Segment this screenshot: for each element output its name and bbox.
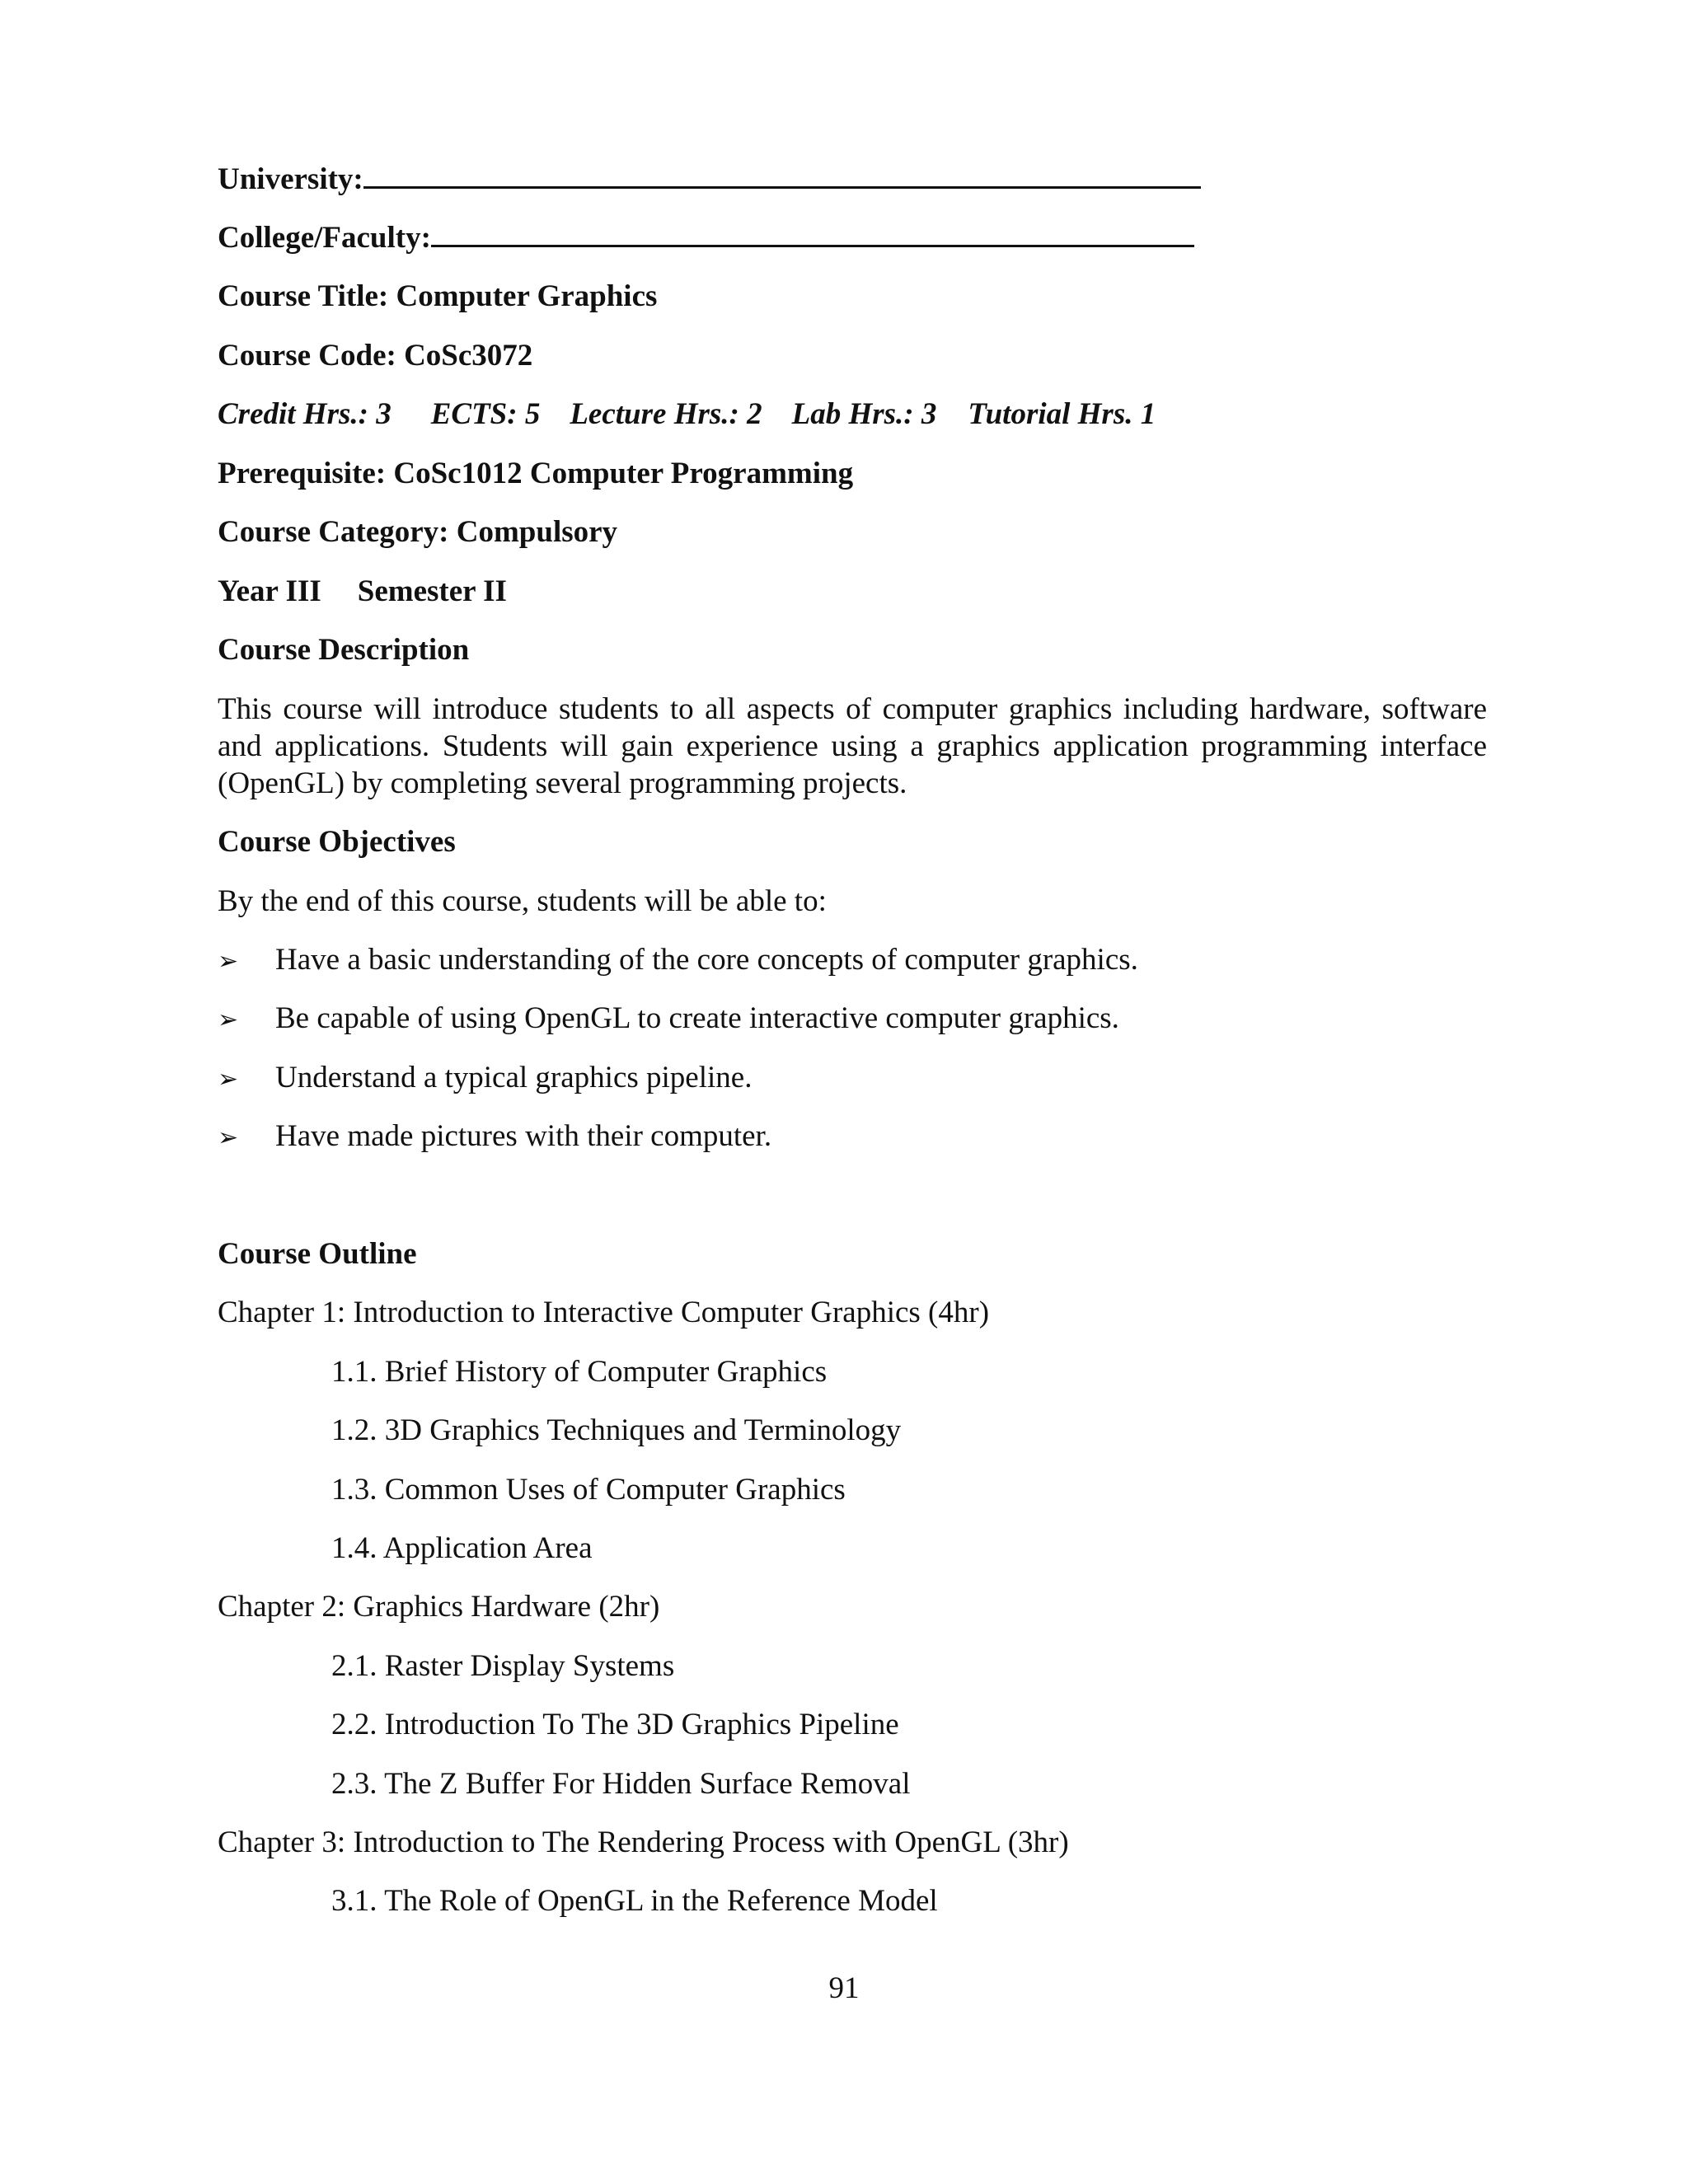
arrow-bullet-icon: ➢ [218, 1005, 239, 1034]
tutorial-hrs: Tutorial Hrs. 1 [968, 397, 1156, 431]
page-number: 91 [828, 1971, 860, 2005]
section-item: 1.3. Common Uses of Computer Graphics [331, 1473, 846, 1507]
description-text: This course will introduce students to all aspects of computer graphics including hardware, software and applications. Students will gain experience using a graphics application programming interface (OpenGL) by completing several programming projects. [218, 692, 1487, 800]
university-blank-line [363, 162, 1201, 189]
credit-hours-row [218, 396, 1156, 433]
section-item: 1.4. Application Area [331, 1531, 593, 1565]
prerequisite: Prerequisite: CoSc1012 Computer Programming [218, 457, 854, 490]
arrow-bullet-icon: ➢ [218, 1065, 239, 1094]
college-blank-line [431, 220, 1194, 247]
section-item: 1.2. 3D Graphics Techniques and Terminology [331, 1413, 902, 1447]
section-item: 1.1. Brief History of Computer Graphics [331, 1355, 828, 1389]
university-field [218, 162, 1201, 198]
objective-text: Understand a typical graphics pipeline. [275, 1061, 753, 1094]
objective-text: Have a basic understanding of the core concepts of computer graphics. [275, 943, 1138, 977]
section-item: 2.3. The Z Buffer For Hidden Surface Removal [331, 1767, 911, 1801]
objective-text: Be capable of using OpenGL to create interactive computer graphics. [275, 1001, 1119, 1035]
year: Year III [218, 574, 321, 608]
lecture-hrs: Lecture Hrs.: 2 [570, 397, 762, 431]
ects: ECTS: 5 [430, 397, 541, 431]
objective-item [218, 1001, 1119, 1038]
objective-item [218, 942, 1138, 980]
arrow-bullet-icon: ➢ [218, 947, 239, 976]
lab-hrs: Lab Hrs.: 3 [791, 397, 937, 431]
chapter-title: Chapter 2: Graphics Hardware (2hr) [218, 1590, 660, 1624]
chapter-title: Chapter 1: Introduction to Interactive Computer Graphics (4hr) [218, 1296, 990, 1329]
course-category: Course Category: Compulsory [218, 515, 618, 549]
arrow-bullet-icon: ➢ [218, 1123, 239, 1152]
course-code: Course Code: CoSc3072 [218, 339, 533, 373]
semester: Semester II [357, 574, 507, 608]
objective-text: Have made pictures with their computer. [275, 1119, 772, 1153]
description-heading: Course Description [218, 633, 470, 667]
course-title: Course Title: Computer Graphics [218, 279, 658, 313]
section-item: 3.1. The Role of OpenGL in the Reference Model [331, 1884, 938, 1918]
chapter-title: Chapter 3: Introduction to The Rendering Process with OpenGL (3hr) [218, 1825, 1069, 1859]
objectives-intro: By the end of this course, students will be able to: [218, 884, 827, 918]
objectives-heading: Course Objectives [218, 825, 456, 859]
section-item: 2.2. Introduction To The 3D Graphics Pipeline [331, 1708, 899, 1741]
college-field [218, 220, 1194, 256]
year-semester-row [218, 574, 507, 610]
university-label: University: [218, 162, 363, 196]
college-label: College/Faculty: [218, 221, 431, 255]
outline-heading: Course Outline [218, 1237, 417, 1271]
section-item: 2.1. Raster Display Systems [331, 1649, 675, 1683]
objective-item [218, 1060, 752, 1098]
credit-hrs: Credit Hrs.: 3 [218, 397, 392, 431]
objective-item [218, 1118, 771, 1156]
